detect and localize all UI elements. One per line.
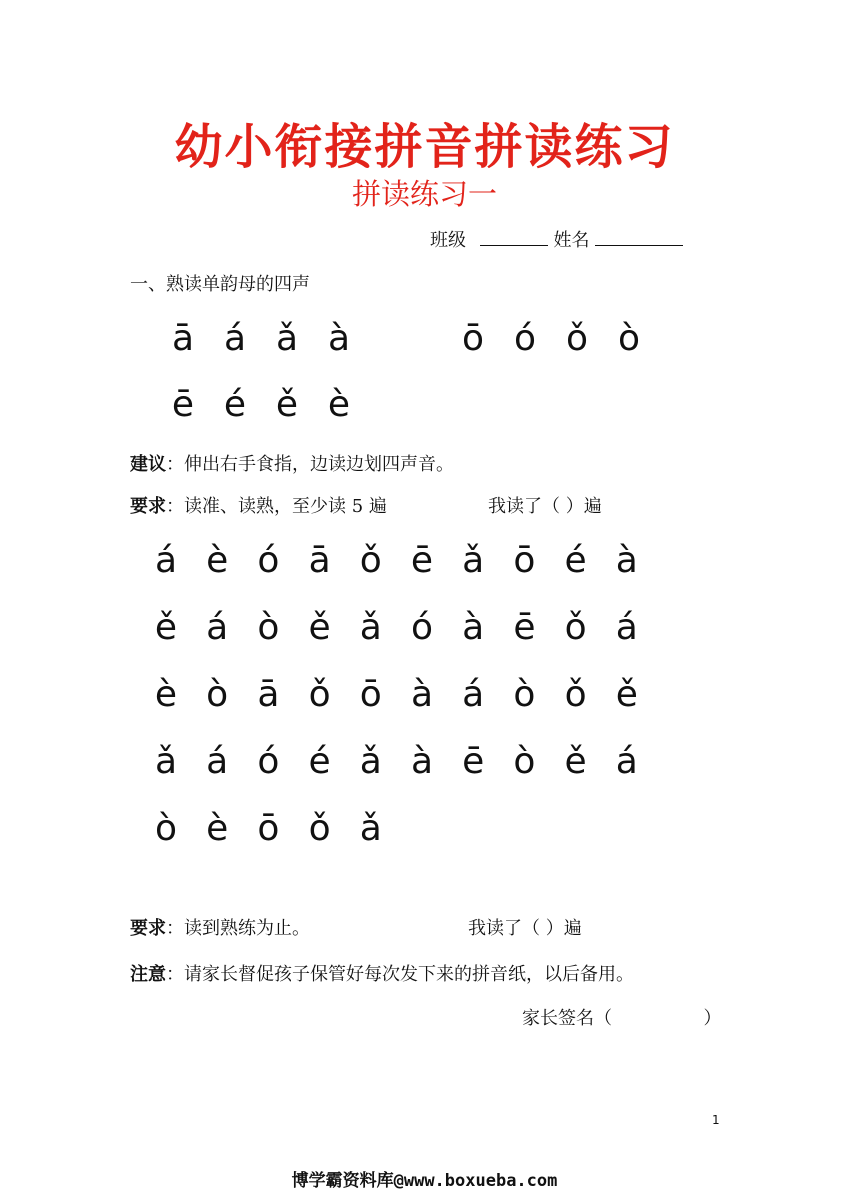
tone-syllable: á xyxy=(223,318,247,359)
watermark: 博学霸资料库@www.boxueba.com xyxy=(291,1171,558,1191)
practice-syllable: ō xyxy=(359,674,382,715)
tone-syllable: ě xyxy=(275,384,299,425)
tone-syllable: ǎ xyxy=(275,318,299,359)
practice-syllable: ǒ xyxy=(564,607,587,648)
practice-syllable: ē xyxy=(462,741,485,782)
parent-signature: 家长签名（ ） xyxy=(522,1008,722,1029)
practice-syllable: ó xyxy=(257,540,280,581)
practice-syllable: ǒ xyxy=(359,540,382,581)
practice-syllable: é xyxy=(564,540,587,581)
practice-syllable: è xyxy=(154,674,178,715)
practice-syllable: ó xyxy=(257,741,280,782)
practice-syllable: ē xyxy=(410,540,434,581)
practice-syllable: ě xyxy=(154,607,178,648)
note-text: ：请家长督促孩子保管好每次发下来的拼音纸，以后备用。 xyxy=(166,964,634,985)
class-blank xyxy=(480,231,548,246)
requirement-line-1 xyxy=(130,492,387,518)
practice-syllable: ā xyxy=(257,674,280,715)
practice-syllable: è xyxy=(206,808,229,849)
page-subtitle: 拼读练习一 xyxy=(351,177,497,211)
read-count-1: 我读了（ ）遍 xyxy=(488,496,602,517)
tone-syllable: à xyxy=(327,318,351,359)
practice-syllable: ǒ xyxy=(308,674,331,715)
page-number: 1 xyxy=(712,1113,720,1127)
tone-syllable: é xyxy=(223,384,247,425)
practice-syllable: ě xyxy=(308,607,331,648)
practice-syllable: à xyxy=(410,674,434,715)
tone-syllable: ó xyxy=(513,318,537,359)
practice-syllable: ǎ xyxy=(154,741,178,782)
practice-syllable: ò xyxy=(513,741,536,782)
practice-syllable: ò xyxy=(513,674,536,715)
note-line xyxy=(130,960,634,986)
practice-syllable: ō xyxy=(513,540,536,581)
practice-syllable: à xyxy=(410,741,434,782)
requirement-text-1: ：读准、读熟，至少读 5 遍 xyxy=(166,496,387,517)
requirement-label-2: 要求 xyxy=(130,918,166,939)
practice-syllable: ǎ xyxy=(359,741,382,782)
note-label: 注意 xyxy=(130,964,166,985)
practice-syllable: ò xyxy=(154,808,178,849)
practice-syllable: ǒ xyxy=(564,674,587,715)
practice-syllable: á xyxy=(462,674,485,715)
practice-syllable: é xyxy=(308,741,331,782)
practice-syllable: ò xyxy=(206,674,229,715)
class-name-line xyxy=(430,226,683,252)
practice-syllable: á xyxy=(615,607,638,648)
tone-syllable: ē xyxy=(171,384,195,425)
name-label: 姓名 xyxy=(553,230,590,251)
practice-syllable: à xyxy=(462,607,485,648)
requirement-text-2: ：读到熟练为止。 xyxy=(166,918,310,939)
practice-syllable: ó xyxy=(410,607,434,648)
practice-syllable: á xyxy=(206,741,229,782)
tone-syllable: ǒ xyxy=(565,318,589,359)
suggestion-line xyxy=(130,450,454,476)
suggestion-label: 建议 xyxy=(130,454,166,475)
suggestion-text: ：伸出右手食指，边读边划四声音。 xyxy=(166,454,454,475)
practice-syllable: ǎ xyxy=(359,607,382,648)
practice-syllable: á xyxy=(206,607,229,648)
practice-syllable: ē xyxy=(513,607,536,648)
practice-syllable: ě xyxy=(564,741,587,782)
practice-syllable: ō xyxy=(257,808,280,849)
practice-syllable: è xyxy=(206,540,229,581)
name-blank xyxy=(595,231,683,246)
requirement-label-1: 要求 xyxy=(130,496,166,517)
practice-syllable: ǒ xyxy=(308,808,331,849)
practice-syllable: ā xyxy=(308,540,331,581)
practice-syllable: à xyxy=(615,540,638,581)
practice-syllable: á xyxy=(615,741,638,782)
practice-syllable: ǎ xyxy=(359,808,382,849)
practice-syllable: á xyxy=(154,540,178,581)
tone-syllable: ā xyxy=(171,318,195,359)
page-title: 幼小衔接拼音拼读练习 xyxy=(174,119,675,175)
practice-syllable: ǎ xyxy=(462,540,485,581)
practice-syllable: ě xyxy=(615,674,638,715)
practice-syllable: ò xyxy=(257,607,280,648)
section-heading: 一、熟读单韵母的四声 xyxy=(130,274,310,295)
class-label: 班级 xyxy=(430,230,466,251)
tone-syllable: ò xyxy=(617,318,641,359)
requirement-line-2 xyxy=(130,914,310,940)
read-count-2: 我读了（ ）遍 xyxy=(468,918,582,939)
tone-syllable: è xyxy=(327,384,351,425)
tone-syllable: ō xyxy=(461,318,485,359)
